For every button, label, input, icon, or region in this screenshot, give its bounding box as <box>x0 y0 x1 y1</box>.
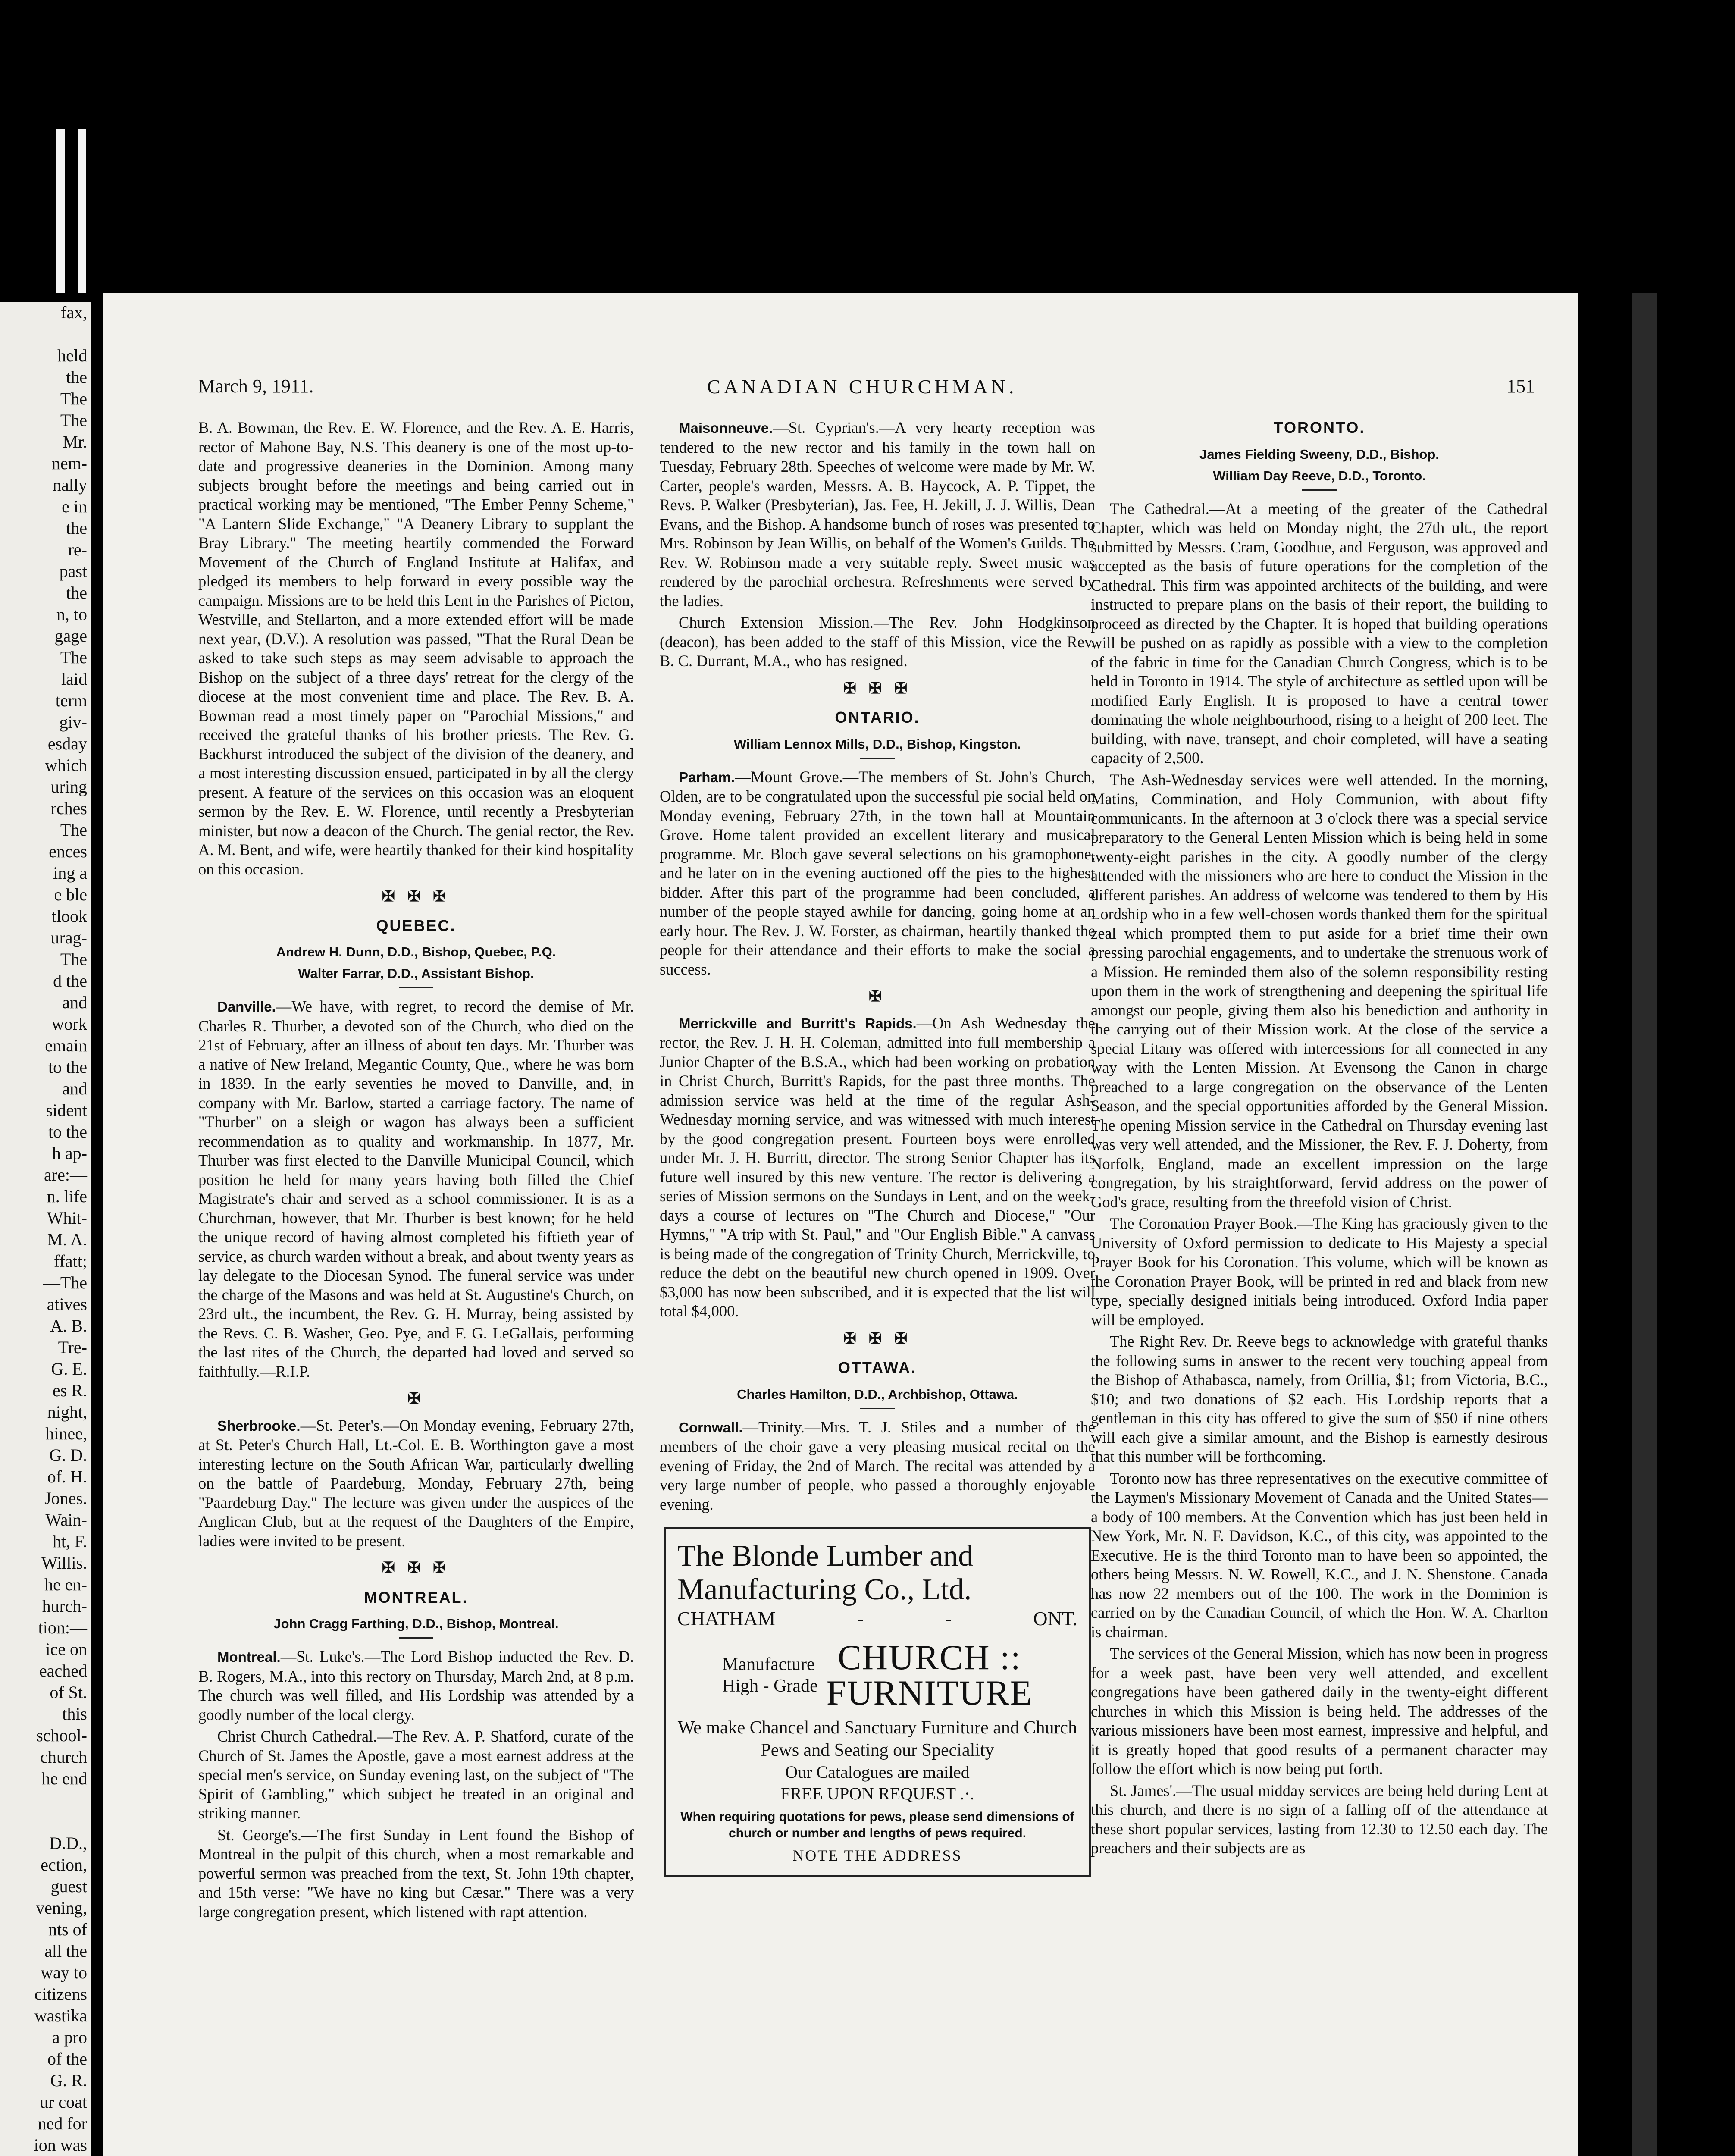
article-lead: Merrickville and Burritt's Rapids. <box>679 1015 917 1031</box>
fragment-line: M. A. <box>47 1230 87 1249</box>
ad-high-grade: High - Grade <box>722 1676 818 1696</box>
assistant-bishop-line: Walter Farrar, D.D., Assistant Bishop. <box>298 966 534 981</box>
fragment-line: are:— <box>44 1165 87 1185</box>
article-st-georges: St. George's.—The first Sunday in Lent found the Bishop of Montreal in the pulpit of this church, when a most remarkable and powerful sermon was preached from the text, St. John 19th chapter, and 15th verse: "We have no king but Cæsar." There was a very large congregation present, which listened with rapt attention. <box>198 1826 634 1921</box>
article-st-james: St. James'.—The usual midday services are being held during Lent at this church, and there is no sign of a falling off of the attendance at these short popular services, lasting from 12.30 to 12.50 each day. The preachers and their subjects are as <box>1091 1781 1548 1857</box>
article-merrickville: Merrickville and Burritt's Rapids.—On Ash Wednesday the rector, the Rev. J. H. H. Coleman, admitted into full membership a Junior Chapter of the B.S.A., which had been working on probation in Christ Church, Burritt's Rapids, for the past three months. The admission service was held at the time of the regular Ash-Wednesday morning service, and was witnessed with much interest by the good congregation present. Fourteen boys were enrolled under Mr. J. H. Burritt, director. The strong Senior Chapter has its future well insured by this new venture. The rector is delivering a series of Mission sermons on the Sundays in Lent, and on the week-days a course of lectures on "The Church and Diocese," "Our Hymns," "A trip with St. Paul," and "Our English Bible." A canvass is being made of the congregation of Trinity Church, Merrickville, to reduce the debt on the beautiful new church opened in 1909. Over $3,000 has now been subscribed, and it is expected that the list will total $4,000. <box>660 1014 1095 1320</box>
article-reeve-acknowledgement: The Right Rev. Dr. Reeve begs to acknowledge with grateful thanks the following sums in answer to the recent very touching appeal from the Bishop of Athabasca, namely, from Orillia, $1; from Victoria, B.C., $10; and two donations of $2 each. His Lordship reports that a gentleman in this city has offered to give the sum of $50 if nine others will each give a similar amount, and the Bishop is earnestly desirous that this number will be forthcoming. <box>1091 1332 1548 1465</box>
fragment-line: Tre- <box>58 1338 87 1357</box>
fragment-line: of St. <box>50 1683 87 1702</box>
fragment-line: uring <box>50 777 87 796</box>
page-header <box>198 375 1535 401</box>
fragment-line: gage <box>54 626 87 646</box>
divider <box>399 987 433 988</box>
fragment-line: urag- <box>50 928 87 947</box>
fragment-line: way to <box>41 1963 87 1982</box>
fragment-line: D.D., <box>49 1833 87 1853</box>
fragment-line: The <box>60 389 87 408</box>
adjacent-page-fragment <box>0 302 91 2156</box>
ad-furniture: FURNITURE <box>826 1673 1033 1712</box>
diocese-heading-ontario: ONTARIO. <box>835 708 920 726</box>
film-margin-bar <box>78 129 86 293</box>
ad-address <box>677 1609 1077 1629</box>
fragment-line: ion was <box>34 2135 87 2155</box>
fragment-line: Willis. <box>41 1553 87 1573</box>
ad-quotation-note: When requiring quotations for pews, please send dimensions of church or number and lengths of pews required. <box>680 1809 1074 1840</box>
divider <box>399 1637 433 1639</box>
section-ornament: ✠ ✠ ✠ <box>843 1329 912 1347</box>
bishop-line: Andrew H. Dunn, D.D., Bishop, Quebec, P.Q. <box>276 944 556 959</box>
article-maisonneuve: Maisonneuve.—St. Cyprian's.—A very hearty reception was tendered to the new rector and his family in the town hall on Tuesday, February 28th. Speeches of welcome were made by Mr. W. Carter, people's warden, Messrs. A. B. Haycock, A. P. Tippet, the Revs. P. Walker (Presbyterian), Jas. Fee, H. Jekill, J. J. Willis, Dean Evans, and the Bishop. A handsome bunch of roses was presented to Mrs. Robinson by Jean Willis, on behalf of the Women's Guilds. The Rev. W. Robinson made a very suitable reply. Sweet music was rendered by the parochial orchestra. Refreshments were served by the ladies. <box>660 419 1095 610</box>
article-lead: Maisonneuve. <box>679 420 773 436</box>
fragment-line: hurch- <box>42 1596 87 1616</box>
fragment-line: and <box>62 1079 87 1098</box>
article-christ-church: Christ Church Cathedral.—The Rev. A. P. Shatford, curate of the Church of St. James the Apostle, gave a most earnest address at the special men's service, on Sunday evening last, on the subject of "The Spirit of Gambling," which subject he treated in an original and striking manner. <box>198 1727 634 1822</box>
fragment-line: The <box>60 411 87 430</box>
fragment-line: which <box>45 755 87 775</box>
fragment-line: ing a <box>53 863 87 883</box>
fragment-line: hinee, <box>45 1424 87 1443</box>
diocese-heading-montreal: MONTREAL. <box>364 1588 468 1606</box>
fragment-line: giv- <box>59 712 87 732</box>
fragment-line: The <box>60 820 87 840</box>
fragment-line: ice on <box>45 1639 87 1659</box>
film-margin-bar <box>56 129 65 293</box>
fragment-line: ur coat <box>40 2092 87 2112</box>
fragment-line: tlook <box>51 906 87 926</box>
article-church-extension: Church Extension Mission.—The Rev. John Hodgkinson (deacon), has been added to the staff of this Mission, vice the Rev. B. C. Durrant, M.A., who has resigned. <box>660 614 1095 670</box>
fragment-line: Jones. <box>44 1489 87 1508</box>
ad-company-name: The Blonde Lumber and Manufacturing Co., Ltd. <box>677 1539 974 1606</box>
ad-product-line <box>677 1637 1077 1712</box>
archbishop-line: Charles Hamilton, D.D., Archbishop, Ottawa. <box>737 1386 1018 1402</box>
fragment-line: wastika <box>34 2006 87 2025</box>
column-3 <box>1091 418 1548 1861</box>
ad-free: FREE UPON REQUEST .·. <box>780 1783 974 1803</box>
fragment-line: sident <box>46 1100 87 1120</box>
article-ash-wednesday: The Ash-Wednesday services were well attended. In the morning, Matins, Commination, and Holy Communion, with about fifty communicants. In the afternoon at 3 o'clock there was a special service preparatory to the General Lenten Mission which is being held in some twenty-eight parishes in the city. A goodly number of the clergy attended with the missioners who are here to conduct the Mission in the different parishes. An address of welcome was tendered to them by His Lordship who in a few well-chosen words thanked them for the spiritual zeal which prompted them to put aside for a brief time their own pressing parochial engagements, and to undertake the strenuous work of a Mission. He reminded them also of the solemn responsibility resting upon them in the work of strengthening and deepening the spiritual life amongst our people, giving them also his benediction and authority in the carrying out of their Mission work. At the close of the service a special Litany was offered with intercessions for all connected in any way with the Lenten Mission. At Evensong the Canon in charge preached to a large congregation on the observance of the Lenten Season, and the special opportunities afforded by the General Mission. The opening Mission service in the Cathedral on Thursday evening last was very well attended, and the Missioner, the Rev. F. J. Doherty, from Norfolk, England, made an excellent impression on the large congregation, by his straightforward, fervid address on the power of God's grace, resulting from the threefold vision of Christ. <box>1091 771 1548 1211</box>
bishop-line: James Fielding Sweeny, D.D., Bishop. <box>1199 446 1439 462</box>
fragment-line: a pro <box>52 2028 87 2047</box>
section-ornament: ✠ ✠ ✠ <box>382 1559 451 1576</box>
fragment-line: all the <box>44 1941 87 1961</box>
fragment-line: n. life <box>47 1187 87 1206</box>
fragment-line: G. E. <box>51 1359 87 1379</box>
page-number: 151 <box>1506 376 1535 397</box>
fragment-line: atives <box>47 1294 87 1314</box>
fragment-line <box>0 323 91 345</box>
fragment-line: The <box>60 648 87 667</box>
ad-city: CHATHAM <box>677 1608 776 1630</box>
ad-church: CHURCH :: <box>837 1637 1021 1677</box>
fragment-line: e in <box>62 497 87 516</box>
fragment-line: G. D. <box>49 1445 87 1465</box>
fragment-line: the <box>66 518 87 538</box>
section-ornament: ✠ <box>868 987 886 1005</box>
fragment-line: emain <box>45 1036 87 1055</box>
fragment-line: rches <box>50 799 87 818</box>
fragment-line: vening, <box>36 1898 87 1918</box>
fragment-line: Mr. <box>63 432 87 451</box>
article-coronation-prayer-book: The Coronation Prayer Book.—The King has graciously given to the University of Oxford permission to dedicate to His Majesty a special Prayer Book for his Coronation. This volume, which will be known as the Coronation Prayer Book, will be printed in red and black from new type, specially designed initials being introduced. Oxford India paper will be employed. <box>1091 1215 1548 1329</box>
fragment-line: this <box>62 1704 87 1724</box>
fragment-line: e ble <box>54 885 87 904</box>
ad-province: ONT. <box>1033 1608 1077 1630</box>
fragment-line: fax, <box>60 303 87 322</box>
fragment-line: past <box>59 561 87 581</box>
newspaper-page <box>103 293 1578 2156</box>
fragment-line: n, to <box>56 605 87 624</box>
article-parham: Parham.—Mount Grove.—The members of St. John's Church, Olden, are to be congratulated upon the successful pie social held on Monday evening, February 27th, in the town hall at Mountain Grove. Home talent provided an excellent literary and musical programme. Mr. Bloch gave several selections on his gramophone, and he later on in the evening auctioned off the pies to the highest bidder. After this part of the programme had been concluded, a number of the people stayed awhile for dancing, going home at an early hour. The Rev. J. W. Forster, as chairman, heartily thanked the people for their attendance and their efforts to make the social a success. <box>660 768 1095 978</box>
fragment-line: term <box>55 691 87 710</box>
fragment-line: es R. <box>53 1381 87 1400</box>
fragment-line: to the <box>48 1057 87 1077</box>
ad-dash: - <box>857 1608 864 1630</box>
fragment-line: h ap- <box>52 1144 87 1163</box>
divider <box>1302 489 1337 491</box>
diocese-heading-quebec: QUEBEC. <box>376 916 456 934</box>
divider <box>860 1408 895 1409</box>
fragment-line: tion:— <box>38 1618 87 1637</box>
divider <box>860 758 895 759</box>
fragment-line: ffatt; <box>53 1251 87 1271</box>
article-lead: Danville. <box>217 999 276 1015</box>
advertisement-blonde-lumber <box>664 1527 1091 1877</box>
fragment-line: nally <box>53 475 87 495</box>
ad-body: We make Chancel and Sanctuary Furniture and Church Pews and Seating our Speciality <box>677 1717 1077 1760</box>
article-lead: Parham. <box>679 769 735 785</box>
fragment-line: work <box>51 1014 87 1034</box>
fragment-line: the <box>66 367 87 387</box>
article-general-mission: The services of the General Mission, which has now been in progress for a week past, have been very well attended, and excellent congregations have been gathered daily in the twenty-eight different churches in which this Mission is being held. The addresses of the various missioners have been most earnest, impressive and helpful, and it is greatly hoped that good results of a permanent character may follow the effort which is now being put forth. <box>1091 1645 1548 1777</box>
fragment-line: eached <box>39 1661 87 1680</box>
article-sherbrooke: Sherbrooke.—St. Peter's.—On Monday evening, February 27th, at St. Peter's Church Hall, Lt.-Col. E. B. Worthington gave a most interesting lecture on the South African War, particularly dwelling on the battle of Paardeburg, Monday, February 27th, being "Paardeburg Day." The lecture was given under the auspices of the Anglican Club, but at the request of the Daughters of the Empire, ladies were invited to be present. <box>198 1416 634 1550</box>
diocese-heading-ottawa: OTTAWA. <box>838 1359 917 1376</box>
article-laymen-movement: Toronto now has three representatives on the executive committee of the Laymen's Missionary Movement of Canada and the United States—a body of 100 members. At the Convention which has just been held in New York, Mr. N. F. Davidson, K.C., of this city, was appointed to the Executive. He is the third Toronto man to have been so appointed, the others being Messrs. N. W. Rowell, K.C., and J. N. Shenstone. Canada has now 22 members out of the 100. The work in the Dominion is carried on by the Canadian Council, of which the Hon. W. A. Charlton is chairman. <box>1091 1469 1548 1641</box>
fragment-line: —The <box>43 1273 87 1292</box>
fragment-line: of the <box>47 2049 87 2068</box>
fragment-line: he en- <box>44 1575 87 1594</box>
fragment-line: citizens <box>34 1984 87 2004</box>
fragment-line: re- <box>68 540 87 559</box>
fragment-line: nts of <box>48 1920 87 1939</box>
issue-date: March 9, 1911. <box>198 376 314 397</box>
deanery-report: B. A. Bowman, the Rev. E. W. Florence, and the Rev. A. E. Harris, rector of Mahone Bay, N.S. This deanery is one of the most up-to-date and progressive deaneries in the Dominion. Among many subjects brought before the meetings and being carried out in practical working may be mentioned, "The Ember Penny Scheme," "A Lantern Slide Exchange," "A Deanery Library to supplant the Bray Library." The meeting heartily commended the Forward Movement of the Church of England Institute at Halifax, and pledged its members to help forward in every possible way the campaign. Missions are to be held this Lent in the Parishes of Picton, Westville, and Stellarton, and a more extended effort will be made next year, (D.V.). A resolution was passed, "That the Rural Dean be asked to take such steps as may seem advisable to approach the Bishop on the subject of a three days' retreat for the clergy of the diocese at the most convenient time and place. The Rev. B. A. Bowman read a most timely paper on "Parochial Missions," and received the grateful thanks of his brother priests. The Rev. G. Backhurst introduced the subject of the division of the deanery, and a most interesting discussion ensued, participated in by all the clergy present. A feature of the services on this occasion was an eloquent sermon by the Rev. E. W. Florence, until recently a Presbyterian minister, but now a deacon of the Church. The genial rector, the Rev. A. M. Bent, and wife, were heartily thanked for their kind hospitality on this occasion. <box>198 419 634 878</box>
article-lead: Cornwall. <box>679 1419 743 1435</box>
diocese-heading-toronto: TORONTO. <box>1273 419 1365 436</box>
fragment-line: he end <box>41 1769 87 1788</box>
article-cathedral: The Cathedral.—At a meeting of the greater of the Cathedral Chapter, which was held on Monday night, the 27th ult., the report submitted by Messrs. Cram, Goodhue, and Ferguson, was approved and accepted as the basis of future operations for the completion of the Cathedral. This firm was appointed architects of the building, and were instructed to prepare plans on the basis of their report, the building to proceed as directed by the Chapter. It is hoped that building operations will be pushed on as rapidly as possible with a view to the completion of the fabric in time for the Canadian Church Congress, which is to be held in Toronto in 1914. The style of architecture as settled upon will be modified Early English. It is proposed to have a central tower dominating the whole neighbourhood, rising to a height of 200 feet. The building, with nave, transept, and choir completed, will have a seating capacity of 2,500. <box>1091 499 1548 767</box>
article-cornwall: Cornwall.—Trinity.—Mrs. T. J. Stiles and a number of the members of the choir gave a very pleasing musical recital on the evening of Friday, the 2nd of March. The recital was attended by a very large number of people, who passed a thoroughly enjoyable evening. <box>660 1418 1095 1513</box>
fragment-line: ht, F. <box>52 1532 87 1551</box>
article-danville: Danville.—We have, with regret, to record the demise of Mr. Charles R. Thurber, a devoted son of the Church, who died on the 21st of February, after an illness of about ten days. Mr. Thurber was a native of New Ireland, Megantic County, Que., where he was born in 1839. In the early seventies he moved to Danville, and, in company with Mr. Barlow, started a carriage factory. The name of "Thurber" on a sleigh or wagon has always been a sufficient recommendation as to quality and workmanship. In 1877, Mr. Thurber was first elected to the Danville Municipal Council, which position he held for many years having both filled the Chief Magistrate's chair and served as a school commissioner. It is as a Churchman, however, that Mr. Thurber is best known; for he held the unique record of having almost completed his fiftieth year of service, as church warden without a break, and about twenty years as lay delegate to the Diocesan Synod. The funeral service was under the charge of the Masons and was held at St. Augustine's Church, on 23rd ult., the incumbent, the Rev. G. H. Murray, being assisted by the Revs. C. B. Washer, Geo. Pye, and F. G. LeGallais, performing the last rites of the Church, the departed had loved and served so faithfully.—R.I.P. <box>198 997 634 1380</box>
fragment-line: held <box>57 346 87 365</box>
fragment-line: ned for <box>38 2114 87 2133</box>
fragment-line: and <box>62 993 87 1012</box>
fragment-line: A. B. <box>50 1316 87 1335</box>
fragment-line: G. R. <box>50 2071 87 2090</box>
publication-title: CANADIAN CHURCHMAN. <box>707 376 1018 398</box>
article-lead: Montreal. <box>217 1649 281 1665</box>
column-1 <box>198 418 634 1924</box>
fragment-line: church <box>40 1747 87 1767</box>
fragment-line: Whit- <box>47 1208 87 1228</box>
fragment-line: guest <box>50 1877 87 1896</box>
section-ornament: ✠ <box>407 1390 425 1407</box>
fragment-line: to the <box>48 1122 87 1141</box>
fragment-line: nem- <box>51 454 87 473</box>
section-ornament: ✠ ✠ ✠ <box>843 679 912 697</box>
fragment-line: ection, <box>41 1855 87 1874</box>
fragment-line: The <box>60 950 87 969</box>
article-montreal: Montreal.—St. Luke's.—The Lord Bishop inducted the Rev. D. B. Rogers, M.A., into this rectory on Thursday, March 2nd, at 8 p.m. The church was well filled, and His Lordship was attended by a goodly number of the local clergy. <box>198 1648 634 1724</box>
ad-manufacture: Manufacture <box>722 1654 815 1674</box>
fragment-line: Wain- <box>45 1510 87 1529</box>
section-ornament: ✠ ✠ ✠ <box>382 887 451 905</box>
fragment-line: ences <box>49 842 87 861</box>
fragment-line: d the <box>53 971 87 990</box>
ad-note-address: NOTE THE ADDRESS <box>792 1846 962 1864</box>
fragment-line: the <box>66 583 87 602</box>
fragment-line <box>0 1811 91 1833</box>
bishop-line: William Lennox Mills, D.D., Bishop, Kingston. <box>733 736 1021 752</box>
fragment-line: laid <box>61 669 87 689</box>
fragment-line: of. H. <box>47 1467 87 1486</box>
fragment-line: esday <box>47 734 87 753</box>
ad-catalogue: Our Catalogues are mailed <box>785 1762 970 1782</box>
assistant-bishop-line: William Day Reeve, D.D., Toronto. <box>1213 468 1426 483</box>
fragment-line <box>0 1789 91 1811</box>
ad-dash: - <box>945 1608 952 1630</box>
article-lead: Sherbrooke. <box>217 1417 301 1434</box>
fragment-line: school- <box>36 1726 87 1745</box>
fragment-line: night, <box>47 1402 87 1422</box>
column-2 <box>660 418 1095 1877</box>
binding-edge <box>1632 293 1657 2156</box>
bishop-line: John Cragg Farthing, D.D., Bishop, Montreal. <box>273 1616 559 1631</box>
